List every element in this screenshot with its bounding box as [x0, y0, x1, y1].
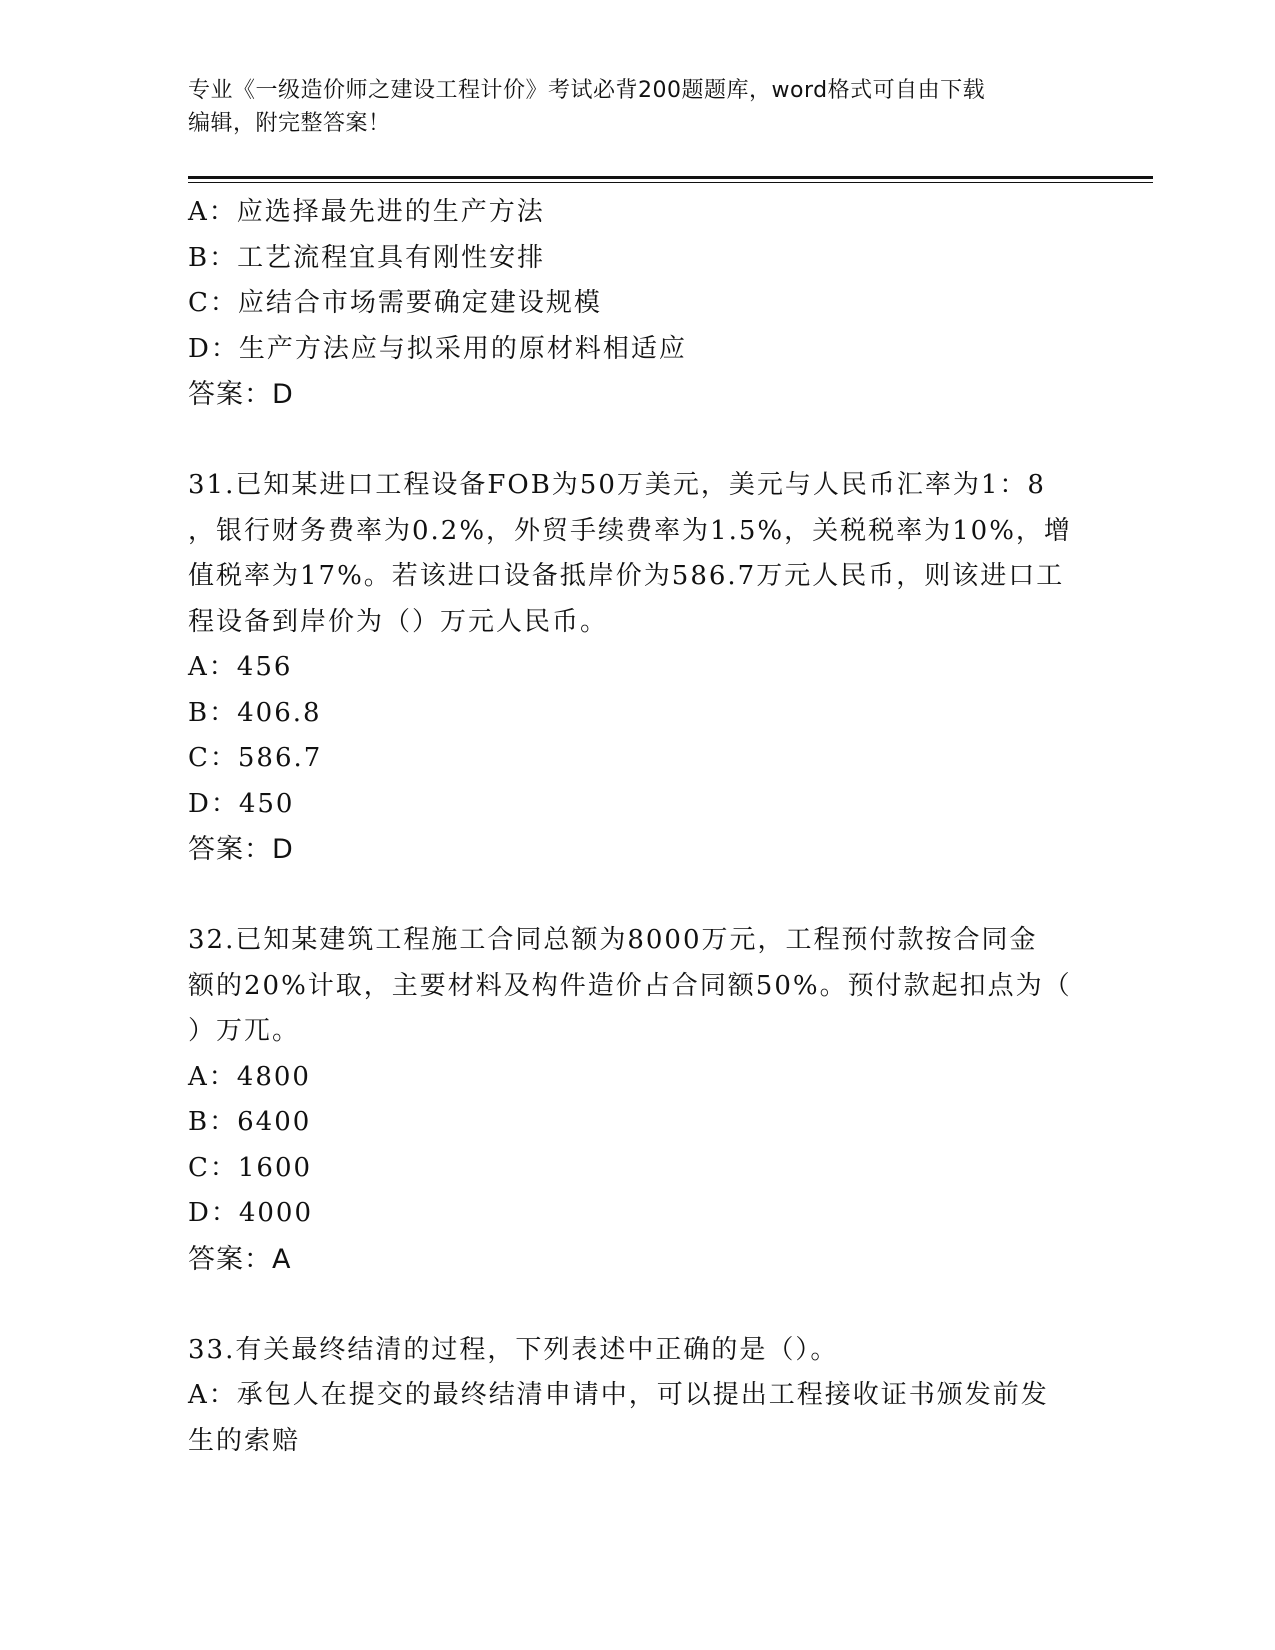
header-title-line-1: 专业《一级造价师之建设工程计价》考试必背200题题库，word格式可自由下载: [188, 78, 986, 103]
question-text-line: 值税率为17%。若该进口设备抵岸价为586.7万元人民币，则该进口工: [188, 561, 1065, 591]
answer-line: 答案：D: [188, 379, 294, 410]
option-c: C：586.7: [188, 743, 323, 773]
option-a: A：4800: [188, 1061, 311, 1092]
option-d: D：450: [188, 788, 295, 819]
option-a: A：承包人在提交的最终结清申请中，可以提出工程接收证书颁发前发: [188, 1380, 1049, 1410]
document-header: [188, 74, 1068, 140]
question-block-32: [188, 918, 1088, 1282]
question-list: [188, 190, 1088, 1464]
option-d: D：4000: [188, 1198, 314, 1228]
option-b: B：工艺流程宜具有刚性安排: [188, 242, 546, 273]
question-text-line: 32.已知某建筑工程施工合同总额为8000万元，工程预付款按合同金: [188, 925, 1038, 955]
question-text-line: ）万兀。: [188, 1016, 301, 1046]
question-block-30: [188, 190, 1088, 418]
question-text-line: 31.已知某进口工程设备FOB为50万美元，美元与人民币汇率为1：8: [188, 470, 1046, 500]
option-c: C：1600: [188, 1152, 313, 1183]
option-a: A：应选择最先进的生产方法: [188, 197, 545, 227]
question-text-line: 33.有关最终结清的过程，下列表述中正确的是（）。: [188, 1334, 839, 1365]
spacer: [188, 1282, 1088, 1328]
spacer: [188, 873, 1088, 919]
option-d: D：生产方法应与拟采用的原材料相适应: [188, 333, 687, 364]
question-text-line: 额的20%计取，主要材料及构件造价占合同额50%。预付款起扣点为（: [188, 970, 1072, 1001]
question-block-31: [188, 463, 1088, 873]
answer-line: 答案：A: [188, 1243, 292, 1275]
answer-line: 答案：D: [188, 834, 294, 865]
header-divider-thick: [188, 176, 1153, 179]
question-text-line: ，银行财务费率为0.2%，外贸手续费率为1.5%，关税税率为10%，增: [188, 515, 1072, 546]
spacer: [188, 418, 1088, 464]
option-a-continued: 生的索赔: [188, 1425, 301, 1456]
question-text-line: 程设备到岸价为（）万元人民币。: [188, 606, 609, 637]
option-b: B：406.8: [188, 697, 322, 728]
header-divider-thin: [188, 182, 1153, 183]
option-a: A：456: [188, 652, 293, 682]
option-c: C：应结合市场需要确定建设规模: [188, 288, 602, 318]
option-b: B：6400: [188, 1107, 312, 1137]
header-title-line-2: 编辑，附完整答案！: [188, 111, 391, 136]
question-block-33: [188, 1328, 1088, 1465]
